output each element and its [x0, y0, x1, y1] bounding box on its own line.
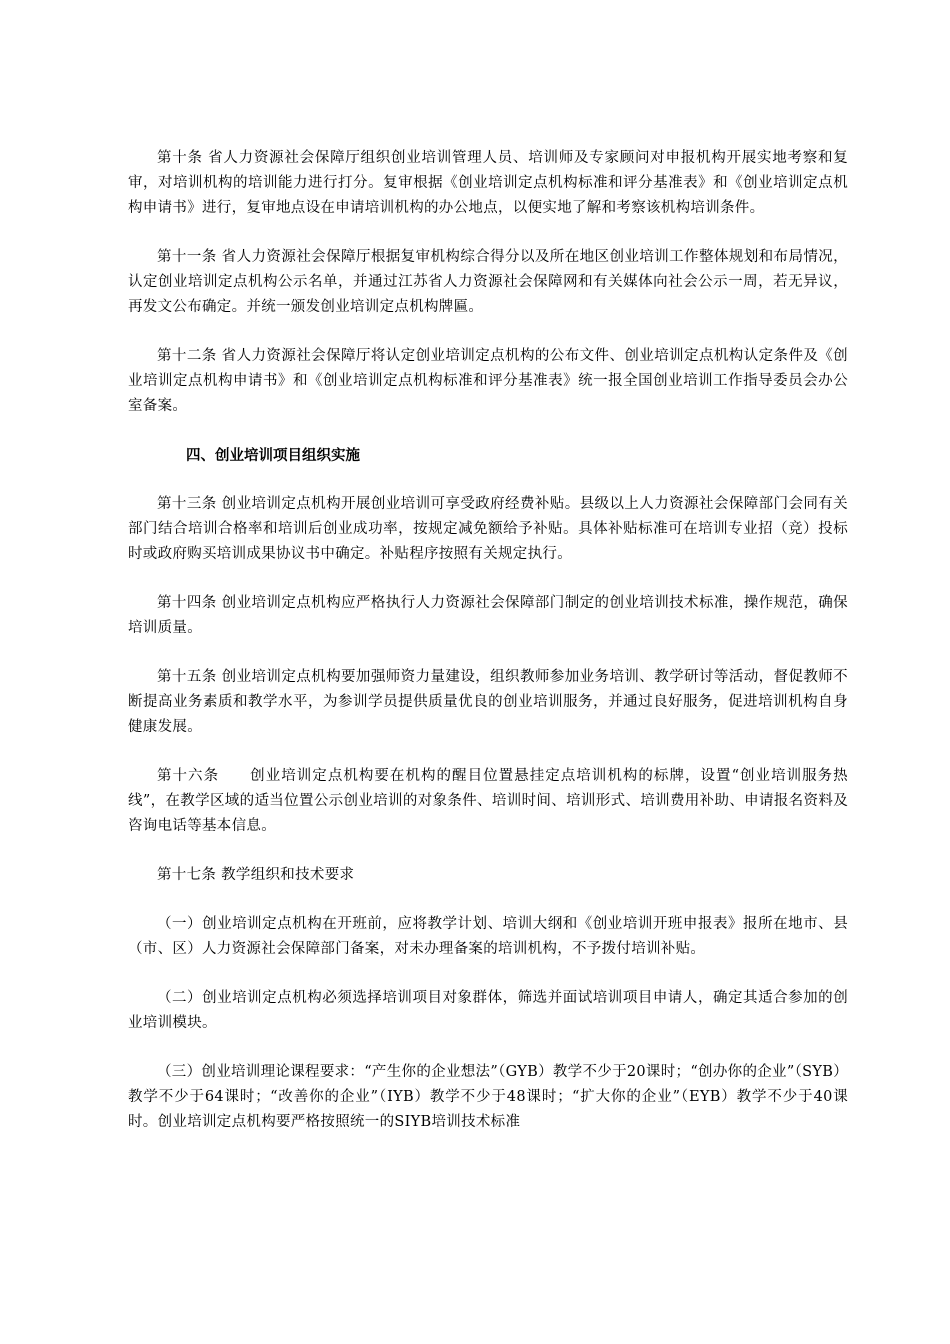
clause-1: （一）创业培训定点机构在开班前，应将教学计划、培训大纲和《创业培训开班申报表》报所在地市、县（市、区）人力资源社会保障部门备案，对未办理备案的培训机构，不予拨付培训补贴。: [128, 916, 848, 957]
section-heading: [128, 443, 848, 468]
article-16: 第十六条 创业培训定点机构要在机构的醒目位置悬挂定点培训机构的标牌，设置“创业培训服务热线”，在教学区域的适当位置公示创业培训的对象条件、培训时间、培训形式、培训费用补助、申请报名资料及咨询电话等基本信息。: [128, 768, 848, 834]
document-page: [128, 146, 848, 1159]
article-11: 第十一条 省人力资源社会保障厅根据复审机构综合得分以及所在地区创业培训工作整体规划和布局情况，认定创业培训定点机构公示名单，并通过江苏省人力资源社会保障网和有关媒体向社会公示一周，若无异议，再发文公布确定。并统一颁发创业培训定点机构牌匾。: [128, 249, 848, 315]
article-15: 第十五条 创业培训定点机构要加强师资力量建设，组织教师参加业务培训、教学研讨等活动，督促教师不断提高业务素质和教学水平，为参训学员提供质量优良的创业培训服务，并通过良好服务，促进培训机构自身健康发展。: [128, 669, 848, 735]
article-14: 第十四条 创业培训定点机构应严格执行人力资源社会保障部门制定的创业培训技术标准，操作规范，确保培训质量。: [128, 595, 848, 636]
article-17: 第十七条 教学组织和技术要求: [157, 867, 355, 883]
section-number: 四、: [186, 447, 215, 464]
article-12: 第十二条 省人力资源社会保障厅将认定创业培训定点机构的公布文件、创业培训定点机构认定条件及《创业培训定点机构申请书》和《创业培训定点机构标准和评分基准表》统一报全国创业培训工作指导委员会办公室备案。: [128, 348, 848, 414]
section-title: 创业培训项目组织实施: [215, 447, 360, 464]
clause-2: （二）创业培训定点机构必须选择培训项目对象群体，筛选并面试培训项目申请人，确定其适合参加的创业培训模块。: [128, 990, 848, 1031]
article-13: 第十三条 创业培训定点机构开展创业培训可享受政府经费补贴。县级以上人力资源社会保障部门会同有关部门结合培训合格率和培训后创业成功率，按规定减免额给予补贴。具体补贴标准可在培训专业招（竞）投标时或政府购买培训成果协议书中确定。补贴程序按照有关规定执行。: [128, 496, 848, 562]
clause-3: （三）创业培训理论课程要求：“产生你的企业想法”（GYB）教学不少于20课时；“创办你的企业”（SYB）教学不少于64课时；“改善你的企业”（IYB）教学不少于48课时；“扩大你的企业”（EYB）教学不少于40课时。创业培训定点机构要严格按照统一的SIYB培训技术标准: [128, 1064, 848, 1130]
article-10: 第十条 省人力资源社会保障厅组织创业培训管理人员、培训师及专家顾问对申报机构开展实地考察和复审，对培训机构的培训能力进行打分。复审根据《创业培训定点机构标准和评分基准表》和《创业培训定点机构申请书》进行，复审地点设在申请培训机构的办公地点，以便实地了解和考察该机构培训条件。: [128, 150, 848, 216]
